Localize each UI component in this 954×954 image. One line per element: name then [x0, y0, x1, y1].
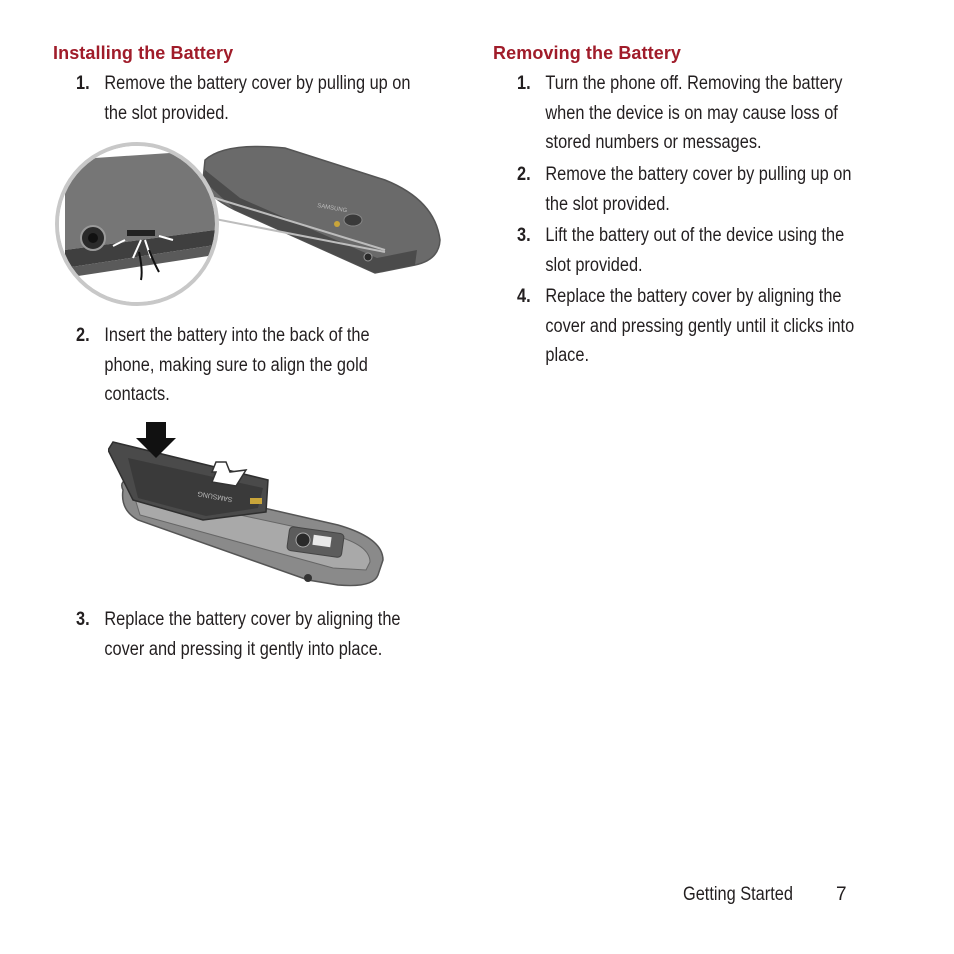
step-number: 4.: [517, 286, 531, 307]
step-text: Remove the battery cover by pulling up on the slot provided.: [545, 164, 852, 215]
phone-brand-text: SAMSUNG: [316, 203, 348, 215]
footer-section-title: Getting Started: [683, 884, 793, 905]
step-text: Insert the battery into the back of the phone, making sure to align the gold contacts.: [104, 325, 370, 405]
page-number: 7: [836, 884, 847, 905]
step-number: 3.: [517, 225, 531, 246]
step-text: Lift the battery out of the device using the slot provided.: [545, 225, 845, 276]
installing-heading: Installing the Battery: [53, 43, 234, 63]
battery-cover-removal-illustration: [55, 140, 445, 310]
step-number: 2.: [517, 164, 531, 185]
battery-insertion-illustration: [108, 420, 388, 595]
step-number: 3.: [76, 609, 90, 630]
battery-brand-text: SAMSUNG: [197, 489, 234, 503]
step-number: 1.: [76, 73, 90, 94]
step-number: 1.: [517, 73, 531, 94]
step-text: Replace the battery cover by aligning the cover and pressing gently until it clicks into place.: [545, 286, 855, 366]
step-text: Turn the phone off. Removing the battery when the device is on may cause loss of stored numbers or messages.: [545, 73, 843, 153]
step-text: Remove the battery cover by pulling up on the slot provided.: [104, 73, 411, 124]
removing-heading: Removing the Battery: [493, 43, 682, 63]
step-number: 2.: [76, 325, 90, 346]
step-text: Replace the battery cover by aligning the cover and pressing it gently into place.: [104, 609, 401, 660]
